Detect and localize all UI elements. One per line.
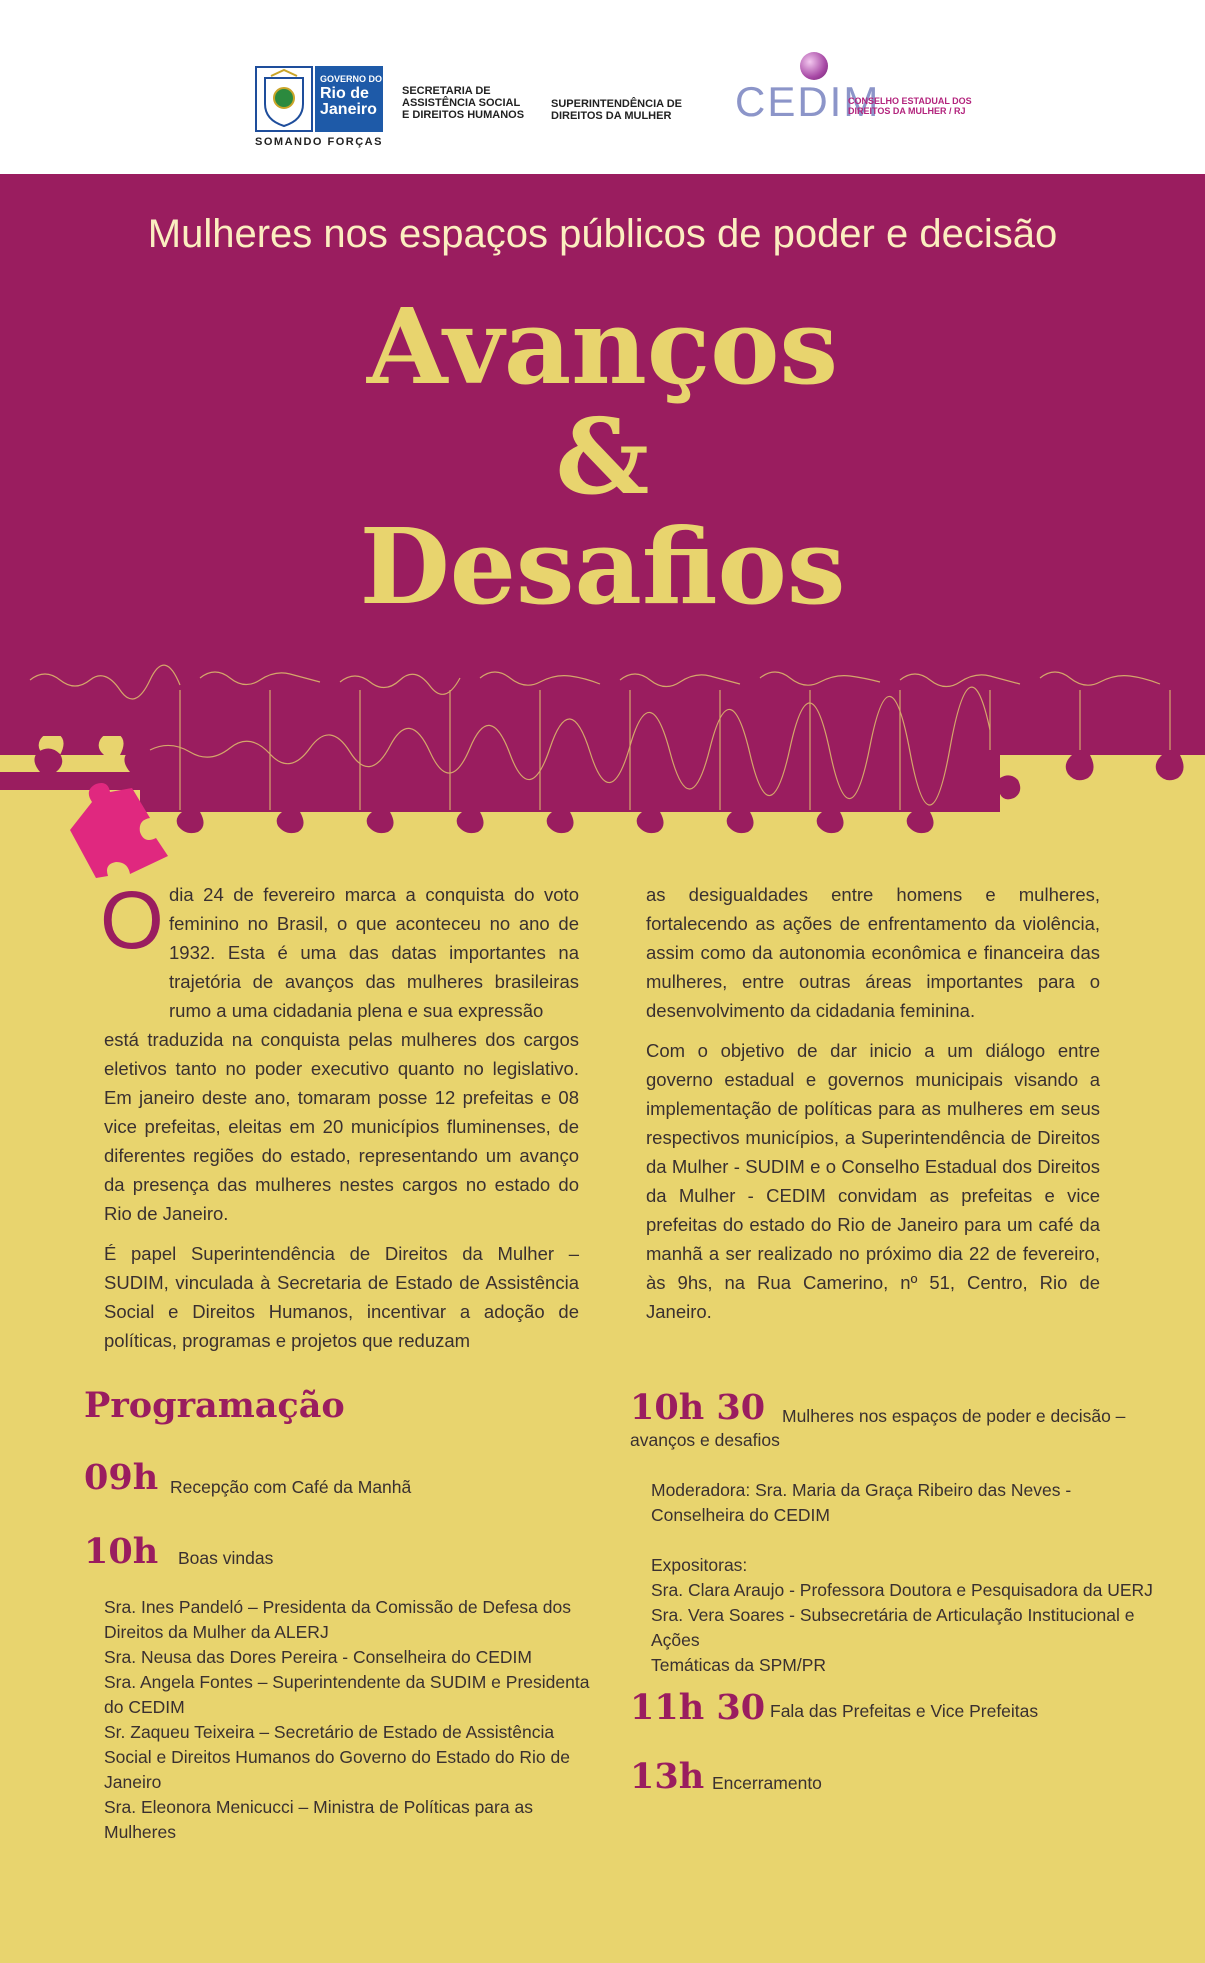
list-item: Sra. Neusa das Dores Pereira - Conselheira do CEDIM	[104, 1647, 532, 1667]
schedule-label-1300: Encerramento	[712, 1773, 822, 1793]
intro-column-left	[104, 1025, 579, 1366]
schedule-label-1030: Mulheres nos espaços de poder e decisão –	[782, 1406, 1126, 1426]
header	[0, 0, 1205, 174]
list-item: Sra. Ines Pandeló – Presidenta da Comissão de Defesa dos Direitos da Mulher da ALERJ	[104, 1597, 571, 1642]
list-item: Sra. Eleonora Menicucci – Ministra de Políticas para as Mulheres	[104, 1797, 533, 1842]
gov-name-box	[315, 66, 383, 132]
hero-title-line3: Desafios	[359, 505, 846, 628]
schedule-time-1130: 11h 30	[630, 1687, 766, 1728]
schedule-time-0900: 09h	[84, 1457, 159, 1498]
schedule-label-1000: Boas vindas	[178, 1548, 274, 1568]
cedim-logo-word: CEDIM	[735, 78, 881, 125]
gov-name: Rio de Janeiro	[320, 85, 377, 118]
coat-of-arms-icon	[255, 66, 313, 132]
moderadora-text: Moderadora: Sra. Maria da Graça Ribeiro das Neves - Conselheira do CEDIM	[651, 1480, 1072, 1525]
list-item: Sra. Angela Fontes – Superintendente da SUDIM e Presidenta do CEDIM	[104, 1672, 590, 1717]
hero-title-ampersand: &	[555, 395, 650, 518]
schedule-time-1300: 13h	[630, 1756, 705, 1797]
cedim-ball-icon	[800, 52, 828, 80]
schedule-label-0900: Recepção com Café da Manhã	[170, 1477, 412, 1497]
gov-line1: GOVERNO DO	[320, 74, 383, 84]
programacao-title: Programação	[84, 1385, 345, 1426]
hero-title-line1: Avanços	[366, 285, 839, 408]
gov-tagline: SOMANDO FORÇAS	[255, 136, 383, 148]
gov-rj-logo	[255, 66, 383, 132]
schedule-time-1000: 10h	[84, 1531, 159, 1572]
intro-column-right	[646, 880, 1100, 1337]
expositoras-text: Expositoras: Sra. Clara Araujo - Professora Doutora e Pesquisadora da UERJ Sra. Vera Soares - Subsecretária de Articulação Institucional e Ações Temáticas da SPM/PR	[651, 1555, 1153, 1675]
hero-subtitle: Mulheres nos espaços públicos de poder e decisão	[147, 212, 1058, 256]
schedule-time-1030: 10h 30	[630, 1387, 766, 1428]
puzzle-edge-graphic	[0, 660, 1205, 880]
cedim-subtitle: CONSELHO ESTADUAL DOS DIREITOS DA MULHER / RJ	[848, 96, 972, 116]
welcome-speakers-list	[104, 1595, 604, 1845]
intro-paragraph-4: Com o objetivo de dar inicio a um diálogo entre governo estadual e governos municipais visando a implementação de políticas para as mulheres em seus respectivos municípios, a Superintendência de Direitos da Mulher - SUDIM e o Conselho Estadual dos Direitos da Mulher - CEDIM convidam as prefeitas e vice prefeitas do estado do Rio de Janeiro para um café da manhã a ser realizado no próximo dia 22 de fevereiro, às 9hs, na Rua Camerino, nº 51, Centro, Rio de Janeiro.	[646, 1040, 1100, 1322]
schedule-label-1130: Fala das Prefeitas e Vice Prefeitas	[770, 1701, 1039, 1721]
intro-paragraph-3: as desigualdades entre homens e mulheres, fortalecendo as ações de enfrentamento da violência, assim como da autonomia econômica e financeira das mulheres, entre outras áreas importantes para o desenvolvimento da cidadania feminina.	[646, 884, 1100, 1021]
list-item: Sr. Zaqueu Teixeira – Secretário de Estado de Assistência Social e Direitos Humanos do Governo do Estado do Rio de Janeiro	[104, 1722, 570, 1792]
intro-paragraph-1-rest: está traduzida na conquista pelas mulheres dos cargos eletivos tanto no poder executivo quanto no legislativo. Em janeiro deste ano, tomaram posse 12 prefeitas e 08 vice prefeitas, eleitas em 20 municípios fluminenses, de diferentes regiões do estado, representando um avanço da presença das mulheres nestes cargos no estado do Rio de Janeiro.	[104, 1029, 579, 1224]
dropcap-letter: O	[100, 875, 164, 966]
superintendencia-label: SUPERINTENDÊNCIA DE DIREITOS DA MULHER	[551, 98, 682, 122]
intro-paragraph-1-top: dia 24 de fevereiro marca a conquista do voto feminino no Brasil, o que aconteceu no ano de 1932. Esta é uma das datas importantes na trajetória de avanços das mulheres brasileiras rumo a uma cidadania plena e sua expressão	[169, 884, 579, 1021]
secretaria-label: SECRETARIA DE ASSISTÊNCIA SOCIAL E DIREITOS HUMANOS	[402, 85, 525, 121]
schedule-label-1030-cont: avanços e desafios	[630, 1430, 780, 1450]
intro-paragraph-2: É papel Superintendência de Direitos da Mulher – SUDIM, vinculada à Secretaria de Estado de Assistência Social e Direitos Humanos, incentivar a adoção de políticas, programas e projetos que reduzam	[104, 1243, 579, 1351]
